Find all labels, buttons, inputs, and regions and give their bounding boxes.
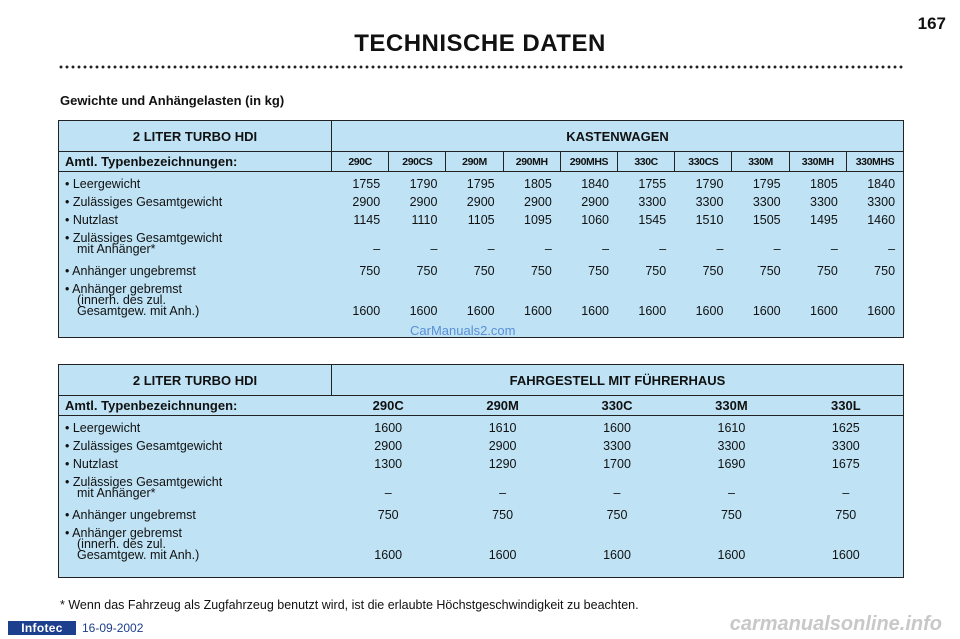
cell-value: – (373, 242, 381, 256)
cell-value: 1545 (638, 213, 667, 227)
cell-value: 1460 (867, 213, 896, 227)
cell-value: – (659, 242, 667, 256)
cell-value: 3300 (810, 195, 838, 209)
body-type-label: KASTENWAGEN (566, 128, 669, 144)
row-label: mit Anhänger* (77, 486, 156, 500)
column-header: 330MHS (846, 152, 903, 171)
column-header: 330C (601, 398, 633, 413)
cell-value: 1495 (810, 213, 838, 227)
cell-value: 1600 (603, 421, 631, 435)
cell-value: 2900 (466, 195, 495, 209)
cell-value: 1290 (488, 457, 517, 471)
footer-date: 16-09-2002 (82, 621, 144, 635)
body-type-label: FAHRGESTELL MIT FÜHRERHAUS (509, 372, 726, 388)
cell-value: 1690 (717, 457, 746, 471)
row-label: Gesamtgew. mit Anh.) (77, 304, 200, 318)
cell-value: 1600 (409, 304, 438, 318)
cell-value: 2900 (524, 195, 552, 209)
cell-value: 1790 (695, 177, 724, 191)
cell-value: 1060 (581, 213, 610, 227)
cell-value: 750 (874, 264, 896, 278)
cell-value: 1600 (524, 304, 552, 318)
row-label: • Zulässiges Gesamtgewicht (65, 439, 223, 453)
watermark-text: CarManuals2.com (410, 323, 516, 338)
cell-value: – (544, 242, 552, 256)
section-subtitle: Gewichte und Anhängelasten (in kg) (60, 93, 285, 108)
cell-value: 1625 (831, 421, 860, 435)
watermark-logo: carmanualsonline.info (729, 613, 942, 635)
cell-value: 750 (759, 264, 781, 278)
column-header: 290M (445, 152, 502, 171)
cell-value: – (384, 486, 392, 500)
cell-value: 1600 (867, 304, 896, 318)
row-label: mit Anhänger* (77, 242, 156, 256)
row-label: • Anhänger gebremst (65, 526, 182, 540)
cell-value: 750 (359, 264, 381, 278)
table-header-row (59, 365, 903, 396)
cell-value: 1700 (603, 457, 631, 471)
cell-value: 750 (702, 264, 724, 278)
cell-value: 750 (720, 508, 742, 522)
row-label: Gesamtgew. mit Anh.) (77, 548, 200, 562)
column-header: 290M (486, 398, 519, 413)
table-row-line (59, 195, 903, 210)
cell-value: 750 (492, 508, 514, 522)
column-header: 330M (715, 398, 748, 413)
cell-value: – (499, 486, 507, 500)
cell-value: 1790 (409, 177, 438, 191)
page-number: 167 (917, 14, 946, 33)
cell-value: 1600 (374, 421, 403, 435)
cell-value: 1755 (352, 177, 381, 191)
cell-value: 750 (835, 508, 857, 522)
column-header: 290C (372, 398, 404, 413)
cell-value: – (602, 242, 610, 256)
cell-value: 3300 (695, 195, 724, 209)
cell-value: 1795 (466, 177, 495, 191)
table-row-line (59, 508, 903, 523)
infotec-logo: Infotec (8, 621, 76, 635)
cell-value: 3300 (638, 195, 667, 209)
table-row-line (59, 486, 903, 501)
cell-value: 1600 (810, 304, 838, 318)
cell-value: 1600 (488, 548, 517, 562)
type-designation-row (59, 152, 903, 172)
cell-value: 1600 (466, 304, 495, 318)
column-header: 290MHS (560, 152, 617, 171)
cell-value: – (727, 486, 735, 500)
column-header: 290MH (503, 152, 560, 171)
row-label: (innerh. des zul. (77, 293, 166, 307)
cell-value: 1600 (752, 304, 781, 318)
cell-value: 750 (816, 264, 838, 278)
table-kastenwagen (58, 120, 904, 338)
cell-value: 750 (588, 264, 610, 278)
row-label: • Zulässiges Gesamtgewicht (65, 195, 223, 209)
cell-value: – (613, 486, 621, 500)
cell-value: 1840 (581, 177, 610, 191)
cell-value: 2900 (352, 195, 381, 209)
cell-value: 1105 (467, 213, 495, 227)
type-designation-row (59, 396, 903, 416)
table-row-line (59, 548, 903, 563)
cell-value: 1110 (411, 213, 438, 227)
column-header: 330CS (674, 152, 731, 171)
cell-value: 3300 (752, 195, 781, 209)
cell-value: 1600 (352, 304, 381, 318)
table-row-line (59, 264, 903, 279)
type-designation-label: Amtl. Typenbezeichnungen: (65, 154, 238, 169)
cell-value: 1610 (717, 421, 746, 435)
cell-value: 3300 (717, 439, 746, 453)
row-label: (innerh. des zul. (77, 537, 166, 551)
column-header: 330MH (789, 152, 846, 171)
column-header: 290CS (388, 152, 445, 171)
engine-label: 2 LITER TURBO HDI (59, 365, 332, 395)
cell-value: – (716, 242, 724, 256)
cell-value: 1300 (374, 457, 403, 471)
cell-value: 1795 (752, 177, 781, 191)
column-header: 330C (617, 152, 674, 171)
row-label: • Zulässiges Gesamtgewicht (65, 231, 223, 245)
dotted-divider (58, 64, 904, 70)
column-header: 330L (831, 398, 861, 413)
table-header-row (59, 121, 903, 152)
row-label: • Zulässiges Gesamtgewicht (65, 475, 223, 489)
table-row-line (59, 421, 903, 436)
cell-value: – (830, 242, 838, 256)
cell-value: 750 (645, 264, 667, 278)
cell-value: 2900 (409, 195, 438, 209)
cell-value: – (487, 242, 495, 256)
cell-value: 750 (473, 264, 495, 278)
cell-value: 1145 (353, 213, 381, 227)
cell-value: – (888, 242, 896, 256)
cell-value: 1600 (603, 548, 631, 562)
cell-value: 1675 (831, 457, 860, 471)
column-header: 290C (331, 152, 388, 171)
cell-value: 3300 (831, 439, 860, 453)
cell-value: 1840 (867, 177, 896, 191)
table-row-line (59, 213, 903, 228)
table-row-line (59, 242, 903, 257)
row-label: • Anhänger ungebremst (65, 508, 196, 522)
column-header: 330M (731, 152, 788, 171)
cell-value: 2900 (581, 195, 610, 209)
cell-value: 1505 (752, 213, 781, 227)
cell-value: 1805 (524, 177, 552, 191)
cell-value: 1600 (638, 304, 667, 318)
table-fahrgestell (58, 364, 904, 578)
cell-value: 1600 (374, 548, 403, 562)
table-row-line (59, 439, 903, 454)
cell-value: 1610 (488, 421, 517, 435)
type-designation-label: Amtl. Typenbezeichnungen: (65, 398, 238, 413)
cell-value: 1755 (638, 177, 667, 191)
row-label: • Leergewicht (65, 421, 141, 435)
table-row-line (59, 177, 903, 192)
table-row-line (59, 457, 903, 472)
cell-value: 1095 (524, 213, 552, 227)
cell-value: 3300 (867, 195, 896, 209)
cell-value: 1805 (810, 177, 838, 191)
cell-value: 1600 (831, 548, 860, 562)
table-row-line (59, 304, 903, 319)
cell-value: 750 (606, 508, 628, 522)
cell-value: 1600 (581, 304, 610, 318)
row-label: • Anhänger gebremst (65, 282, 182, 296)
row-label: • Nutzlast (65, 457, 119, 471)
row-label: • Leergewicht (65, 177, 141, 191)
cell-value: – (430, 242, 438, 256)
cell-value: 750 (530, 264, 552, 278)
cell-value: 2900 (374, 439, 403, 453)
cell-value: 1510 (695, 213, 724, 227)
engine-label: 2 LITER TURBO HDI (59, 121, 332, 151)
cell-value: 750 (377, 508, 399, 522)
cell-value: 2900 (488, 439, 517, 453)
cell-value: 1600 (695, 304, 724, 318)
page-title: TECHNISCHE DATEN (354, 30, 606, 57)
cell-value: 3300 (603, 439, 631, 453)
cell-value: – (842, 486, 850, 500)
cell-value: 750 (416, 264, 438, 278)
footnote: * Wenn das Fahrzeug als Zugfahrzeug benutzt wird, ist die erlaubte Höchstgeschwindigkeit zu beachten. (60, 598, 639, 612)
row-label: • Nutzlast (65, 213, 119, 227)
row-label: • Anhänger ungebremst (65, 264, 196, 278)
cell-value: – (773, 242, 781, 256)
cell-value: 1600 (717, 548, 746, 562)
